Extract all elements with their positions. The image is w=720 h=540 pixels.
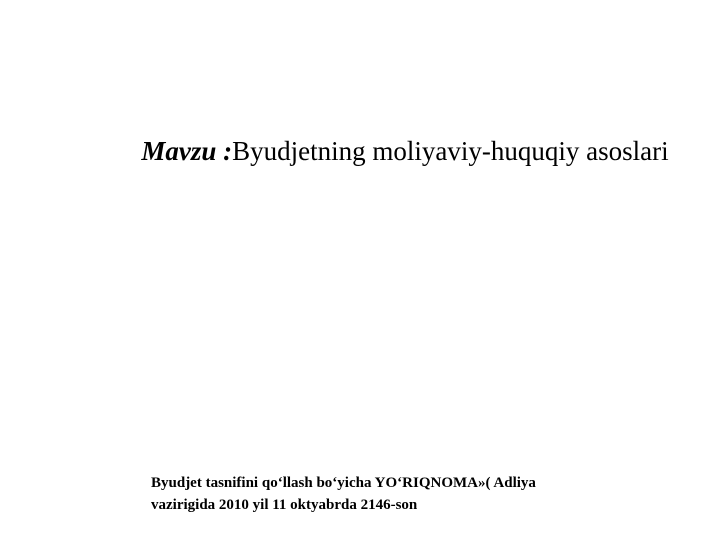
footnote xyxy=(151,472,671,516)
footnote-line-2: vazirigida 2010 yil 11 oktyabrda 2146-son xyxy=(151,497,418,513)
footnote-line-1: Byudjet tasnifini qo‘llash bo‘yicha YO‘RIQNOMA»( Adliya xyxy=(151,475,536,491)
slide-title xyxy=(140,132,670,170)
title-text: Byudjetning moliyaviy-huquqiy asoslari xyxy=(232,136,669,166)
title-label: Mavzu : xyxy=(141,136,233,166)
